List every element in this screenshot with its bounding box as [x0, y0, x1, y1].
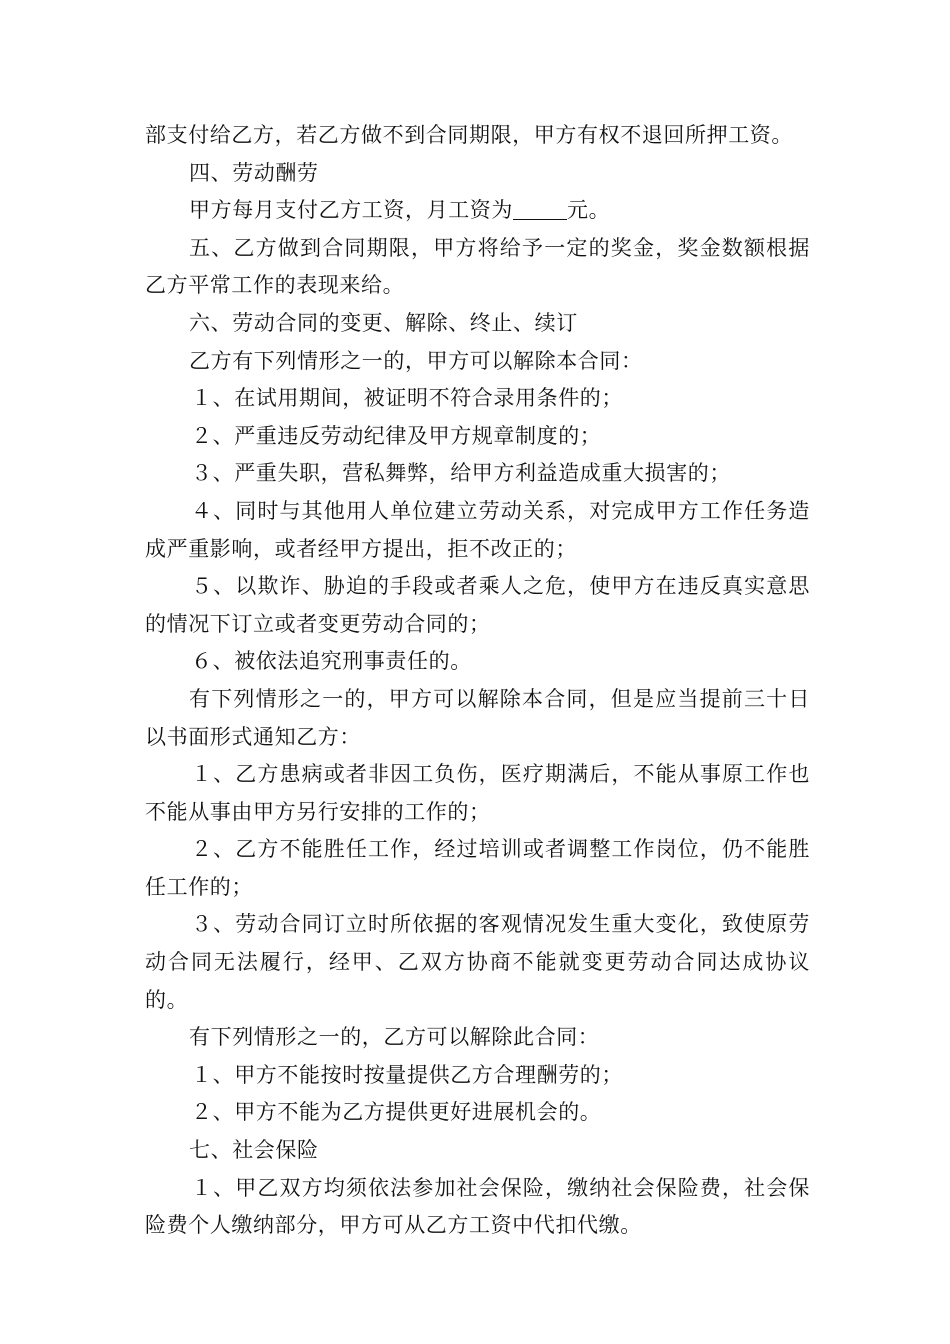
- list-item: １、在试用期间，被证明不符合录用条件的；: [191, 386, 623, 411]
- wage-text-after: 元。: [567, 198, 611, 223]
- section-heading-bonus: 五、乙方做到合同期限，甲方将给予一定的奖金，奖金数额根据乙方平常工作的表现来给。: [145, 235, 810, 298]
- list-item: ２、乙方不能胜任工作，经过培训或者调整工作岗位，仍不能胜任工作的；: [145, 837, 810, 899]
- list-item: ２、甲方不能为乙方提供更好进展机会的。: [191, 1100, 602, 1125]
- list-item: ６、被依法追究刑事责任的。: [191, 649, 472, 674]
- list-item: １、甲乙双方均须依法参加社会保险，缴纳社会保险费，社会保险费个人缴纳部分，甲方可从乙方工资中代扣代缴。: [145, 1175, 810, 1238]
- list-item: １、甲方不能按时按量提供乙方合理酬劳的；: [191, 1062, 623, 1087]
- list-item: ４、同时与其他用人单位建立劳动关系，对完成甲方工作任务造成严重影响，或者经甲方提出，拒不改正的；: [145, 498, 810, 561]
- section-heading-contract-changes: 六、劳动合同的变更、解除、终止、续订: [189, 310, 578, 335]
- paragraph-employer-termination-intro: 乙方有下列情形之一的，甲方可以解除本合同：: [189, 348, 643, 373]
- paragraph-employee-termination-intro: 有下列情形之一的，乙方可以解除此合同：: [189, 1025, 600, 1050]
- paragraph-notice-termination-intro: 有下列情形之一的，甲方可以解除本合同，但是应当提前三十日以书面形式通知乙方：: [145, 686, 810, 749]
- list-item: ５、以欺诈、胁迫的手段或者乘人之危，使甲方在违反真实意思的情况下订立或者变更劳动合同的；: [145, 574, 810, 636]
- paragraph-monthly-wage: [145, 192, 810, 230]
- section-heading-social-insurance: 七、社会保险: [189, 1138, 319, 1163]
- list-item: ３、严重失职，营私舞弊，给甲方利益造成重大损害的；: [191, 461, 731, 486]
- list-item: ３、劳动合同订立时所依据的客观情况发生重大变化，致使原劳动合同无法履行，经甲、乙双方协商不能就变更劳动合同达成协议的。: [145, 912, 810, 1012]
- document-body: [145, 117, 810, 1245]
- paragraph-continuation: 部支付给乙方，若乙方做不到合同期限，甲方有权不退回所押工资。: [145, 123, 793, 147]
- list-item: ２、严重违反劳动纪律及甲方规章制度的；: [191, 423, 602, 448]
- wage-amount-blank: [513, 198, 567, 220]
- list-item: １、乙方患病或者非因工负伤，医疗期满后，不能从事原工作也不能从事由甲方另行安排的工作的；: [145, 762, 810, 824]
- wage-text-before: 甲方每月支付乙方工资，月工资为: [189, 198, 513, 223]
- section-heading-remuneration: 四、劳动酬劳: [189, 160, 319, 185]
